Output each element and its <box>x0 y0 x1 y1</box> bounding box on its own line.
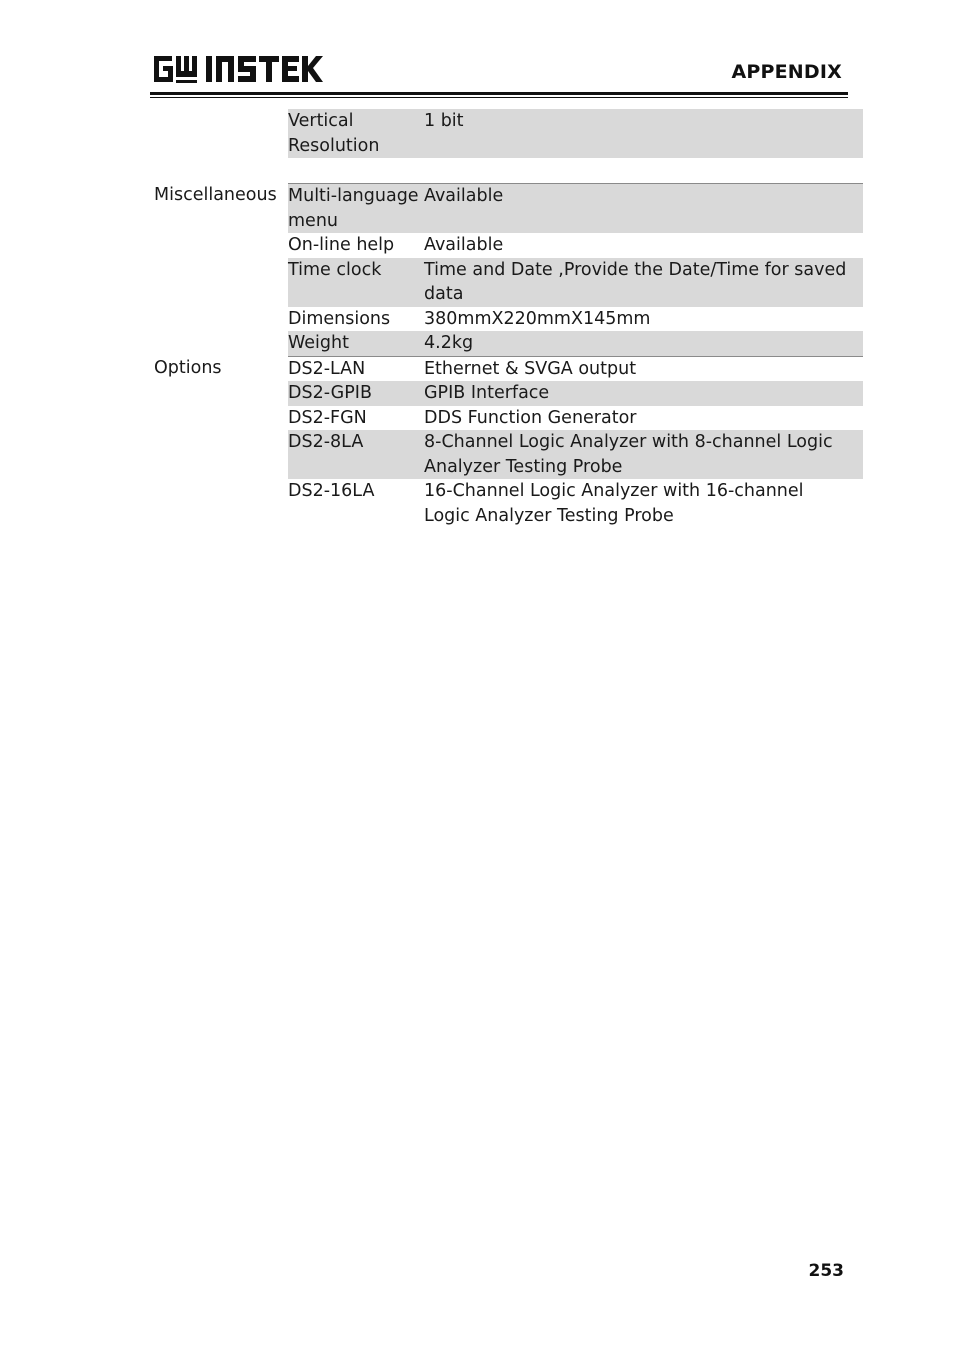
spec-parameter: Time clock <box>288 258 424 307</box>
spec-row <box>152 307 863 332</box>
spec-category <box>152 430 288 479</box>
spec-value: 380mmX220mmX145mm <box>424 308 651 329</box>
spec-row <box>152 406 863 431</box>
spec-row <box>152 109 863 158</box>
spec-value: DDS Function Generator <box>424 407 637 428</box>
header-divider <box>150 92 848 95</box>
spec-category <box>152 331 288 356</box>
page-number: 253 <box>808 1261 844 1281</box>
spec-parameter: Vertical Resolution <box>288 109 424 158</box>
spec-value: 4.2kg <box>424 331 863 356</box>
spec-parameter: DS2-LAN <box>288 356 424 382</box>
spec-row <box>152 430 863 479</box>
spec-category <box>152 479 288 528</box>
spec-value: 8-Channel Logic Analyzer with 8-channel Logic Analyzer Testing Probe <box>424 430 863 479</box>
spec-row <box>152 258 863 307</box>
spec-row <box>152 381 863 406</box>
spec-value: Ethernet & SVGA output <box>424 356 863 382</box>
spec-table <box>152 109 863 528</box>
spec-value: Time and Date ,Provide the Date/Time for saved data <box>424 258 863 307</box>
spec-row <box>152 331 863 356</box>
spec-category: Options <box>154 357 222 378</box>
spec-value: Available <box>424 183 863 233</box>
spec-parameter: Weight <box>288 331 424 356</box>
spec-value: Available <box>424 235 504 255</box>
spec-parameter: DS2-FGN <box>288 407 367 428</box>
spec-parameter: DS2-8LA <box>288 430 424 479</box>
gw-instek-logo-icon <box>154 54 324 84</box>
spec-category <box>152 258 288 307</box>
spec-row <box>152 183 863 233</box>
table-spacer <box>152 158 863 183</box>
section-title: APPENDIX <box>731 61 842 83</box>
spec-category: Miscellaneous <box>154 185 277 205</box>
spec-category <box>152 109 288 158</box>
spec-category <box>152 307 288 332</box>
spec-parameter: DS2-16LA <box>288 481 375 501</box>
spec-category <box>152 381 288 406</box>
spec-category <box>152 406 288 431</box>
spec-value: 16-Channel Logic Analyzer with 16-channel Logic Analyzer Testing Probe <box>424 481 804 526</box>
spec-parameter: Dimensions <box>288 308 391 329</box>
spec-category <box>152 233 288 258</box>
spec-parameter: DS2-GPIB <box>288 381 424 406</box>
spec-parameter: On-line help <box>288 235 395 255</box>
brand-logo <box>154 54 324 84</box>
spec-row <box>152 479 863 528</box>
spec-row <box>152 356 863 382</box>
spec-value: GPIB Interface <box>424 381 863 406</box>
spec-parameter: Multi-language menu <box>288 183 424 233</box>
spec-value: 1 bit <box>424 109 863 158</box>
spec-row <box>152 233 863 258</box>
header-divider-thin <box>150 97 848 98</box>
